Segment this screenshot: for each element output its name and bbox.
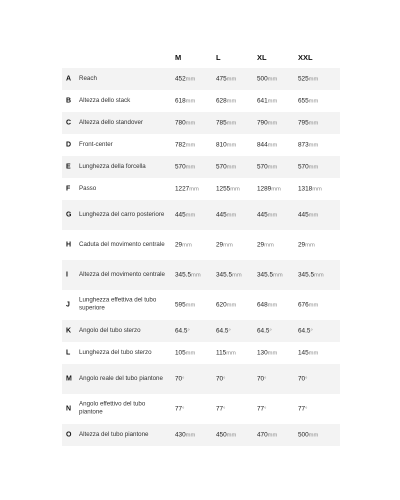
value-cell xyxy=(216,142,236,149)
value-cell xyxy=(298,120,318,127)
value-cell xyxy=(175,406,184,413)
value-cell xyxy=(175,272,201,279)
row-letter: J xyxy=(66,301,70,309)
value-number: 345.5 xyxy=(216,271,232,279)
value-number: 570 xyxy=(257,163,268,171)
value-unit: ° xyxy=(264,406,267,413)
value-unit: mm xyxy=(185,120,196,127)
value-number: 345.5 xyxy=(257,271,273,279)
value-number: 618 xyxy=(175,97,186,105)
value-number: 641 xyxy=(257,97,268,105)
value-number: 345.5 xyxy=(298,271,314,279)
value-unit: mm xyxy=(185,350,196,357)
value-number: 570 xyxy=(216,163,227,171)
row-letter: I xyxy=(66,271,68,279)
value-cell xyxy=(216,302,236,309)
value-unit: mm xyxy=(312,186,322,193)
row-label: Altezza dello standover xyxy=(79,118,143,126)
value-number: 130 xyxy=(257,349,268,357)
value-unit: mm xyxy=(226,120,237,127)
value-cell xyxy=(216,350,236,357)
value-number: 785 xyxy=(216,119,227,127)
value-number: 445 xyxy=(175,211,186,219)
value-cell xyxy=(175,350,195,357)
value-unit: ° xyxy=(228,328,231,335)
row-label: Front-center xyxy=(79,140,113,148)
value-unit: mm xyxy=(264,242,274,249)
value-cell xyxy=(216,120,236,127)
value-number: 445 xyxy=(257,211,268,219)
value-number: 1318 xyxy=(298,185,313,193)
value-cell xyxy=(257,212,277,219)
table-row xyxy=(62,134,340,156)
value-unit: mm xyxy=(267,120,278,127)
value-unit: mm xyxy=(226,98,237,105)
value-number: 29 xyxy=(257,241,265,249)
value-unit: mm xyxy=(185,302,196,309)
value-number: 780 xyxy=(175,119,186,127)
value-unit: mm xyxy=(314,272,324,279)
geometry-table xyxy=(62,0,340,446)
value-cell xyxy=(175,164,195,171)
value-unit: mm xyxy=(267,98,278,105)
row-letter: K xyxy=(66,327,72,335)
value-unit: ° xyxy=(182,376,185,383)
table-row xyxy=(62,90,340,112)
row-label: Lunghezza della forcella xyxy=(79,162,146,170)
row-label: Angolo del tubo sterzo xyxy=(79,326,141,334)
value-number: 77 xyxy=(216,405,224,413)
value-cell xyxy=(216,376,225,383)
value-cell xyxy=(298,142,318,149)
value-number: 500 xyxy=(298,431,309,439)
row-letter: A xyxy=(66,75,72,83)
table-row xyxy=(62,68,340,90)
row-label: Angolo effettivo del tubo piantone xyxy=(79,400,146,416)
value-number: 70 xyxy=(175,375,183,383)
value-cell xyxy=(175,186,199,193)
value-cell xyxy=(257,142,277,149)
value-cell xyxy=(298,186,322,193)
value-unit: ° xyxy=(269,328,272,335)
row-letter: C xyxy=(66,119,72,127)
table-row xyxy=(62,260,340,290)
table-row xyxy=(62,424,340,446)
value-number: 70 xyxy=(298,375,306,383)
header-size-m: M xyxy=(175,53,182,62)
value-cell xyxy=(175,328,190,335)
row-label: Reach xyxy=(79,74,97,82)
value-number: 500 xyxy=(257,75,268,83)
value-unit: mm xyxy=(185,142,196,149)
value-unit: ° xyxy=(223,376,226,383)
table-row xyxy=(62,230,340,260)
row-letter: B xyxy=(66,97,72,105)
value-number: 430 xyxy=(175,431,186,439)
value-number: 620 xyxy=(216,301,227,309)
value-cell xyxy=(257,376,266,383)
value-cell xyxy=(257,302,277,309)
value-unit: mm xyxy=(267,350,278,357)
row-label: Lunghezza del carro posteriore xyxy=(79,210,165,218)
value-unit: mm xyxy=(308,432,319,439)
value-unit: mm xyxy=(267,302,278,309)
value-cell xyxy=(175,432,195,439)
value-number: 570 xyxy=(175,163,186,171)
value-cell xyxy=(298,212,318,219)
row-letter: O xyxy=(66,431,72,439)
value-unit: ° xyxy=(305,406,308,413)
value-unit: mm xyxy=(226,76,237,83)
value-cell xyxy=(216,272,242,279)
value-unit: mm xyxy=(232,272,242,279)
value-unit: mm xyxy=(308,98,319,105)
value-number: 345.5 xyxy=(175,271,191,279)
value-cell xyxy=(298,328,313,335)
header-size-xxl: XXL xyxy=(298,53,313,62)
value-cell xyxy=(257,120,277,127)
value-cell xyxy=(216,328,231,335)
value-number: 676 xyxy=(298,301,309,309)
value-number: 655 xyxy=(298,97,309,105)
value-unit: mm xyxy=(226,142,237,149)
value-unit: mm xyxy=(223,242,233,249)
value-unit: mm xyxy=(185,432,196,439)
value-unit: mm xyxy=(182,242,192,249)
row-label: Lunghezza del tubo sterzo xyxy=(79,348,152,356)
value-unit: mm xyxy=(271,186,281,193)
value-cell xyxy=(175,76,195,83)
value-number: 450 xyxy=(216,431,227,439)
value-number: 29 xyxy=(175,241,183,249)
value-unit: mm xyxy=(226,432,237,439)
value-number: 77 xyxy=(298,405,306,413)
value-cell xyxy=(257,432,277,439)
value-number: 77 xyxy=(257,405,265,413)
row-letter: F xyxy=(66,185,71,193)
value-unit: ° xyxy=(187,328,190,335)
value-unit: mm xyxy=(267,142,278,149)
value-number: 570 xyxy=(298,163,309,171)
value-number: 70 xyxy=(216,375,224,383)
row-letter: M xyxy=(66,375,72,383)
row-label: Altezza del movimento centrale xyxy=(79,270,165,278)
value-unit: mm xyxy=(308,120,319,127)
value-cell xyxy=(257,186,281,193)
value-cell xyxy=(298,164,318,171)
value-cell xyxy=(175,376,184,383)
value-unit: mm xyxy=(226,164,237,171)
value-number: 452 xyxy=(175,75,186,83)
value-number: 844 xyxy=(257,141,268,149)
value-cell xyxy=(257,98,277,105)
row-letter: E xyxy=(66,163,71,171)
table-body xyxy=(62,68,340,446)
value-number: 105 xyxy=(175,349,186,357)
value-cell xyxy=(175,120,195,127)
value-cell xyxy=(175,242,192,249)
value-number: 29 xyxy=(298,241,306,249)
value-unit: mm xyxy=(308,212,319,219)
value-unit: mm xyxy=(226,350,236,357)
value-cell xyxy=(298,432,318,439)
row-letter: G xyxy=(66,211,72,219)
value-unit: mm xyxy=(305,242,315,249)
row-label: Angolo reale del tubo piantone xyxy=(79,374,163,382)
value-unit: mm xyxy=(308,76,319,83)
value-number: 790 xyxy=(257,119,268,127)
value-number: 145 xyxy=(298,349,309,357)
row-label: Altezza del tubo piantone xyxy=(79,430,149,438)
value-number: 1227 xyxy=(175,185,190,193)
value-number: 648 xyxy=(257,301,268,309)
value-cell xyxy=(298,376,307,383)
value-cell xyxy=(216,212,236,219)
value-cell xyxy=(298,406,307,413)
value-cell xyxy=(257,350,277,357)
table-row xyxy=(62,342,340,364)
value-number: 64.5 xyxy=(257,327,270,335)
value-unit: mm xyxy=(226,212,237,219)
value-number: 64.5 xyxy=(175,327,188,335)
row-letter: L xyxy=(66,349,71,357)
value-number: 77 xyxy=(175,405,183,413)
value-number: 115 xyxy=(216,349,227,357)
value-cell xyxy=(257,242,274,249)
value-cell xyxy=(257,164,277,171)
value-unit: mm xyxy=(267,164,278,171)
value-unit: mm xyxy=(189,186,199,193)
value-cell xyxy=(216,406,225,413)
table-row xyxy=(62,178,340,200)
table-row xyxy=(62,112,340,134)
value-cell xyxy=(175,142,195,149)
value-unit: ° xyxy=(310,328,313,335)
value-number: 64.5 xyxy=(216,327,229,335)
value-number: 782 xyxy=(175,141,186,149)
value-unit: mm xyxy=(267,212,278,219)
value-unit: mm xyxy=(185,76,196,83)
value-cell xyxy=(257,406,266,413)
row-label: Caduta del movimento centrale xyxy=(79,240,165,248)
row-letter: N xyxy=(66,405,72,413)
header-size-xl: XL xyxy=(257,53,267,62)
value-unit: ° xyxy=(223,406,226,413)
table-header xyxy=(62,0,340,68)
table-row xyxy=(62,156,340,178)
value-unit: mm xyxy=(273,272,283,279)
row-label: Lunghezza effettiva del tubo superiore xyxy=(79,296,157,312)
value-cell xyxy=(175,98,195,105)
value-number: 525 xyxy=(298,75,309,83)
header-size-l: L xyxy=(216,53,221,62)
value-unit: mm xyxy=(185,164,196,171)
value-number: 475 xyxy=(216,75,227,83)
value-number: 470 xyxy=(257,431,268,439)
value-cell xyxy=(298,242,315,249)
value-unit: mm xyxy=(308,164,319,171)
value-unit: mm xyxy=(308,302,319,309)
table-row xyxy=(62,200,340,230)
value-cell xyxy=(257,76,277,83)
value-unit: mm xyxy=(230,186,240,193)
value-unit: mm xyxy=(185,98,196,105)
value-cell xyxy=(216,76,236,83)
value-cell xyxy=(257,328,272,335)
row-label: Altezza dello stack xyxy=(79,96,131,104)
value-unit: ° xyxy=(182,406,185,413)
value-cell xyxy=(216,186,240,193)
value-number: 1255 xyxy=(216,185,231,193)
table-row xyxy=(62,364,340,394)
value-number: 64.5 xyxy=(298,327,311,335)
value-number: 873 xyxy=(298,141,309,149)
value-unit: mm xyxy=(191,272,201,279)
table-row xyxy=(62,394,340,424)
value-number: 595 xyxy=(175,301,186,309)
value-cell xyxy=(257,272,283,279)
value-number: 810 xyxy=(216,141,227,149)
value-cell xyxy=(175,212,195,219)
row-label: Passo xyxy=(79,184,97,192)
table-row xyxy=(62,290,340,320)
value-number: 29 xyxy=(216,241,224,249)
value-number: 1289 xyxy=(257,185,272,193)
value-number: 445 xyxy=(216,211,227,219)
value-cell xyxy=(298,350,318,357)
value-unit: mm xyxy=(226,302,237,309)
value-unit: mm xyxy=(267,432,278,439)
value-unit: mm xyxy=(185,212,196,219)
value-cell xyxy=(216,164,236,171)
value-unit: ° xyxy=(305,376,308,383)
value-cell xyxy=(216,242,233,249)
value-number: 795 xyxy=(298,119,309,127)
value-unit: mm xyxy=(308,142,319,149)
row-letter: D xyxy=(66,141,72,149)
value-number: 70 xyxy=(257,375,265,383)
value-cell xyxy=(216,98,236,105)
value-unit: mm xyxy=(267,76,278,83)
value-cell xyxy=(298,98,318,105)
value-cell xyxy=(298,302,318,309)
value-unit: mm xyxy=(308,350,319,357)
value-number: 628 xyxy=(216,97,227,105)
value-cell xyxy=(298,272,324,279)
value-unit: ° xyxy=(264,376,267,383)
value-number: 445 xyxy=(298,211,309,219)
value-cell xyxy=(175,302,195,309)
table-row xyxy=(62,320,340,342)
row-letter: H xyxy=(66,241,72,249)
value-cell xyxy=(298,76,318,83)
value-cell xyxy=(216,432,236,439)
